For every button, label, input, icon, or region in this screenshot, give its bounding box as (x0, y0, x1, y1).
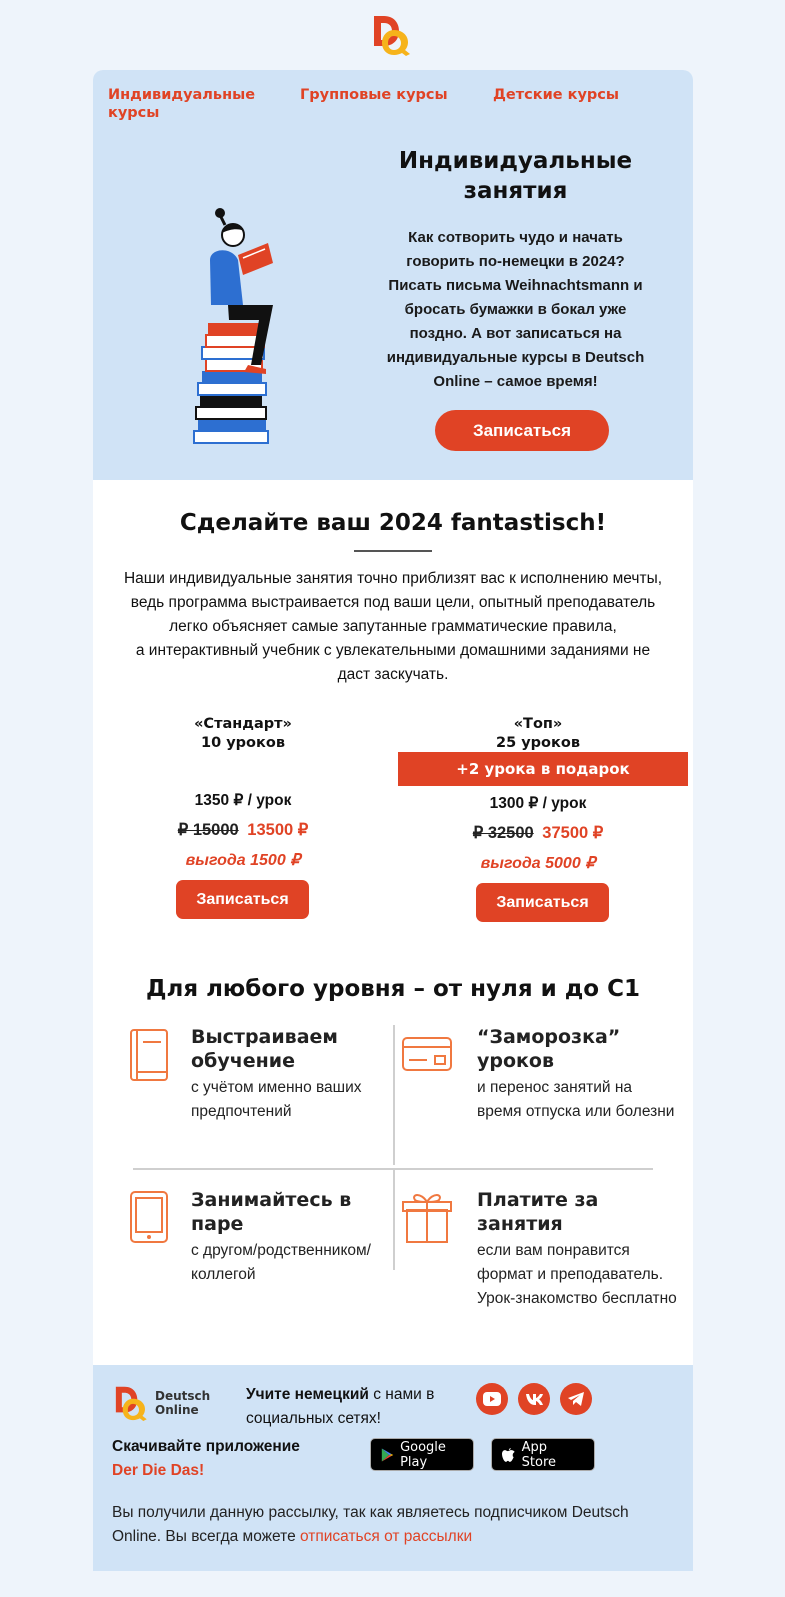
app-line: Скачивайте приложение (112, 1438, 300, 1455)
new-price: 13500 ₽ (247, 821, 309, 839)
feature-title: Выстраиваем обучение (191, 1026, 338, 1072)
book-icon (123, 1028, 175, 1082)
features-divider-horizontal (133, 1168, 653, 1170)
plan-lessons: 10 уроков (201, 735, 285, 751)
unsubscribe-link[interactable]: отписаться от рассылки (300, 1528, 473, 1545)
plan-top-prices (418, 823, 658, 843)
nav-link-kids[interactable]: Детские курсы (493, 87, 620, 103)
plan-standard-signup-button[interactable]: Записаться (176, 880, 309, 919)
features-divider-vertical (393, 1170, 395, 1270)
google-play-button[interactable] (370, 1438, 474, 1471)
footer-logo-mark (113, 1385, 153, 1421)
intro-line: легко объясняет самые запутанные грамматические правила, (169, 618, 617, 635)
intro-text (108, 567, 678, 687)
hero-text: Как сотворить чудо и начать говорить по-немецки в 2024? Писать письма Weihnachtsmann и бросать бумажки в бокал уже поздно. А вот записаться на индивидуальные курсы в Deutsch Online – самое время! (386, 229, 645, 390)
intro-line: ведь программа выстраивается под ваши цели, опытный преподаватель (130, 594, 656, 611)
hero-section (93, 70, 693, 480)
feature-text: и перенос занятий на время отпуска или болезни (477, 1079, 675, 1120)
feature-title: Платите за занятия (477, 1189, 599, 1235)
plan-standard-prices (123, 820, 363, 840)
features-divider-vertical (393, 1025, 395, 1165)
app-name: Der Die Das! (112, 1462, 205, 1479)
feature-text: с другом/родственником/ коллегой (191, 1242, 371, 1283)
plan-top-saving: выгода 5000 ₽ (480, 855, 596, 872)
youtube-icon[interactable] (476, 1383, 508, 1415)
plan-top-signup-button[interactable]: Записаться (476, 883, 609, 922)
intro-title: Сделайте ваш 2024 fantastisch! (179, 510, 607, 536)
legal-text-body: Вы получили данную рассылку, так как являетесь подписчиком Deutsch Online. Вы всегда можете (112, 1504, 629, 1545)
hero-title: Индивидуальные занятия (398, 148, 633, 204)
apple-icon (502, 1446, 516, 1463)
feature-title: “Заморозка” уроков (477, 1026, 621, 1072)
plan-standard-name (143, 715, 343, 753)
app-store-button[interactable] (491, 1438, 595, 1471)
google-play-label: Google Play (400, 1439, 446, 1470)
old-price: ₽ 15000 (177, 821, 239, 839)
plan-title: «Стандарт» (194, 716, 292, 732)
plan-lessons: 25 уроков (496, 735, 580, 751)
vk-icon[interactable] (518, 1383, 550, 1415)
credit-card-icon (401, 1028, 453, 1082)
google-play-icon (381, 1446, 394, 1464)
plan-standard-per-lesson: 1350 ₽ / урок (194, 792, 292, 809)
feature-title: Занимайтесь в паре (191, 1189, 352, 1235)
gift-icon (401, 1190, 453, 1244)
old-price: ₽ 32500 (472, 824, 534, 842)
plan-top-name (443, 715, 633, 753)
features-title: Для любого уровня – от нуля и до С1 (145, 976, 641, 1002)
logo-line: Online (155, 1403, 199, 1417)
plan-top-per-lesson: 1300 ₽ / урок (489, 795, 587, 812)
intro-line: даст заскучать. (337, 666, 449, 683)
intro-line: Наши индивидуальные занятия точно приблизят вас к исполнению мечты, (123, 570, 663, 587)
tablet-icon (123, 1190, 175, 1244)
brand-logo[interactable] (372, 14, 416, 56)
logo-line: Deutsch (155, 1389, 211, 1403)
app-promo-text (112, 1435, 342, 1483)
feature-text: с учётом именно ваших предпочтений (191, 1079, 362, 1120)
social-text (246, 1383, 456, 1431)
plan-title: «Топ» (513, 716, 563, 732)
telegram-icon[interactable] (560, 1383, 592, 1415)
title-divider (354, 550, 432, 552)
hero-signup-button[interactable]: Записаться (435, 410, 609, 451)
content-section (93, 480, 693, 1365)
footer-logo[interactable] (113, 1385, 213, 1423)
footer-logo-text (155, 1389, 210, 1417)
footer (93, 1365, 693, 1571)
social-text-bold: Учите немецкий (246, 1386, 369, 1403)
nav-link-group[interactable]: Групповые курсы (300, 87, 448, 103)
woman-reading-on-books-illustration (188, 205, 283, 450)
social-text-rest: с нами в социальных сетях! (246, 1386, 435, 1427)
feature-text: если вам понравится формат и преподаватель. Урок-знакомство бесплатно (477, 1242, 677, 1307)
intro-line: а интерактивный учебник с увлекательными домашними заданиями не (135, 642, 651, 659)
new-price: 37500 ₽ (542, 824, 604, 842)
nav-link-individual[interactable]: Индивидуальные курсы (108, 87, 256, 121)
app-store-label: App Store (521, 1439, 557, 1470)
legal-text (112, 1501, 672, 1549)
plan-standard-saving: выгода 1500 ₽ (185, 852, 301, 869)
email-card (93, 70, 693, 1571)
plan-top-gift-badge: +2 урока в подарок (398, 752, 688, 786)
